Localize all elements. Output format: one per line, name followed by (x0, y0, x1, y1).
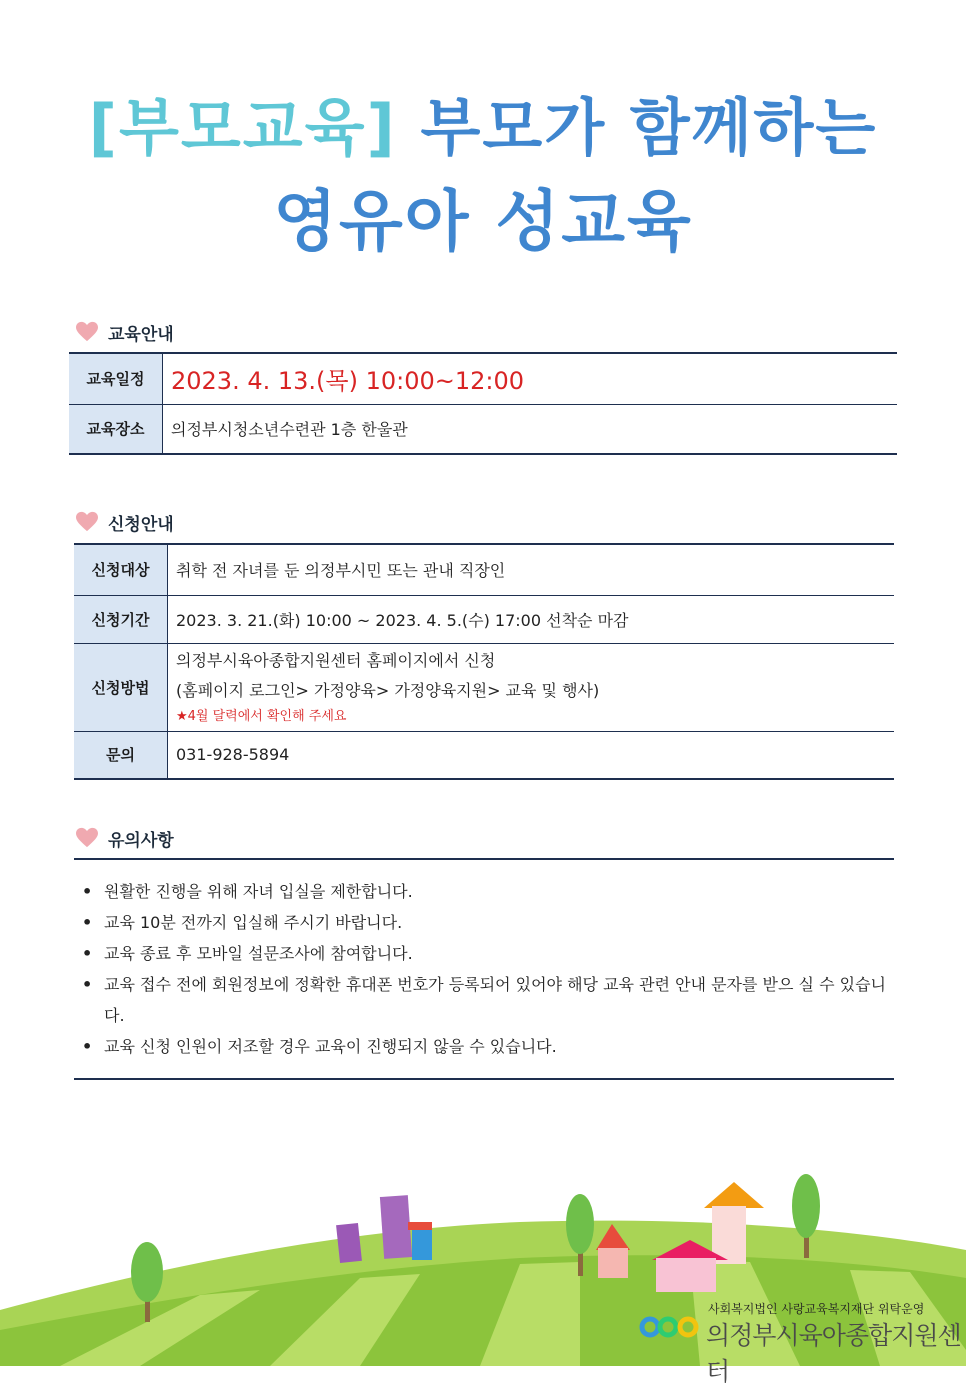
roof-icon (408, 1222, 432, 1230)
section-heading-notes (76, 825, 174, 851)
notes-list (74, 860, 894, 1062)
apply-info-table (74, 543, 894, 780)
heart-icon (76, 511, 98, 533)
table-row (74, 544, 894, 595)
heart-icon (76, 827, 98, 849)
footer-org-text: 사회복지법인 사랑교육복지재단 위탁운영 (708, 1302, 925, 1316)
list-item: • 교육 신청 인원이 저조할 경우 교육이 진행되지 않을 수 있습니다. (104, 1031, 886, 1062)
row-value (168, 643, 895, 731)
building-icon (412, 1228, 432, 1260)
title-bracket: [부모교육] (88, 91, 397, 164)
page-title-line1 (0, 78, 966, 167)
method-line-1: 의정부시육아종합지원센터 홈페이지에서 신청 (176, 651, 496, 670)
row-value: 2023. 3. 21.(화) 10:00 ~ 2023. 4. 5.(수) 17:00 선착순 마감 (168, 595, 895, 643)
house-icon (656, 1258, 716, 1292)
row-key: 신청방법 (74, 643, 168, 731)
edu-info-table (69, 352, 897, 455)
table-row (74, 643, 894, 731)
roof-icon (704, 1182, 764, 1208)
center-logo-icon (638, 1305, 708, 1345)
title-main: 부모가 함께하는 (420, 91, 878, 164)
list-item: • 교육 종료 후 모바일 설문조사에 참여합니다. (104, 938, 886, 969)
notes-box (74, 858, 894, 1080)
house-icon (598, 1248, 628, 1278)
table-row (69, 404, 897, 454)
section-label: 유의사항 (108, 830, 174, 851)
tree-icon (792, 1174, 820, 1238)
tree-icon (131, 1242, 163, 1302)
row-key: 문의 (74, 731, 168, 779)
section-heading-apply (76, 509, 174, 535)
list-item: • 원활한 진행을 위해 자녀 입실을 제한합니다. (104, 876, 886, 907)
row-key: 교육일정 (69, 353, 163, 404)
row-key: 신청기간 (74, 595, 168, 643)
building-icon (380, 1195, 412, 1259)
section-label: 교육안내 (108, 324, 174, 345)
row-value: 취학 전 자녀를 둔 의정부시민 또는 관내 직장인 (168, 544, 895, 595)
table-row (74, 731, 894, 779)
method-note: ★4월 달력에서 확인해 주세요 (176, 709, 347, 724)
edu-date-value: 2023. 4. 13.(목) 10:00~12:00 (163, 353, 898, 404)
list-item: • 교육 접수 전에 회원정보에 정확한 휴대폰 번호가 등록되어 있어야 해당 교육 관련 안내 문자를 받으 실 수 있습니다. (104, 969, 886, 1031)
edu-place-value: 의정부시청소년수련관 1층 한울관 (163, 404, 898, 454)
page-title-line2: 영유아 성교육 (273, 183, 693, 260)
row-key: 교육장소 (69, 404, 163, 454)
list-item: • 교육 10분 전까지 입실해 주시기 바랍니다. (104, 907, 886, 938)
section-heading-edu (76, 319, 174, 345)
building-icon (336, 1223, 362, 1263)
method-line-2: (홈페이지 로그인> 가정양육> 가정양육지원> 교육 및 행사) (176, 681, 600, 700)
footer-center-name: 의정부시육아종합지원센터 (706, 1321, 961, 1386)
table-row (69, 353, 897, 404)
table-row (74, 595, 894, 643)
tree-icon (566, 1194, 594, 1254)
row-key: 신청대상 (74, 544, 168, 595)
contact-phone: 031-928-5894 (168, 731, 895, 779)
heart-icon (76, 321, 98, 343)
section-label: 신청안내 (108, 514, 174, 535)
